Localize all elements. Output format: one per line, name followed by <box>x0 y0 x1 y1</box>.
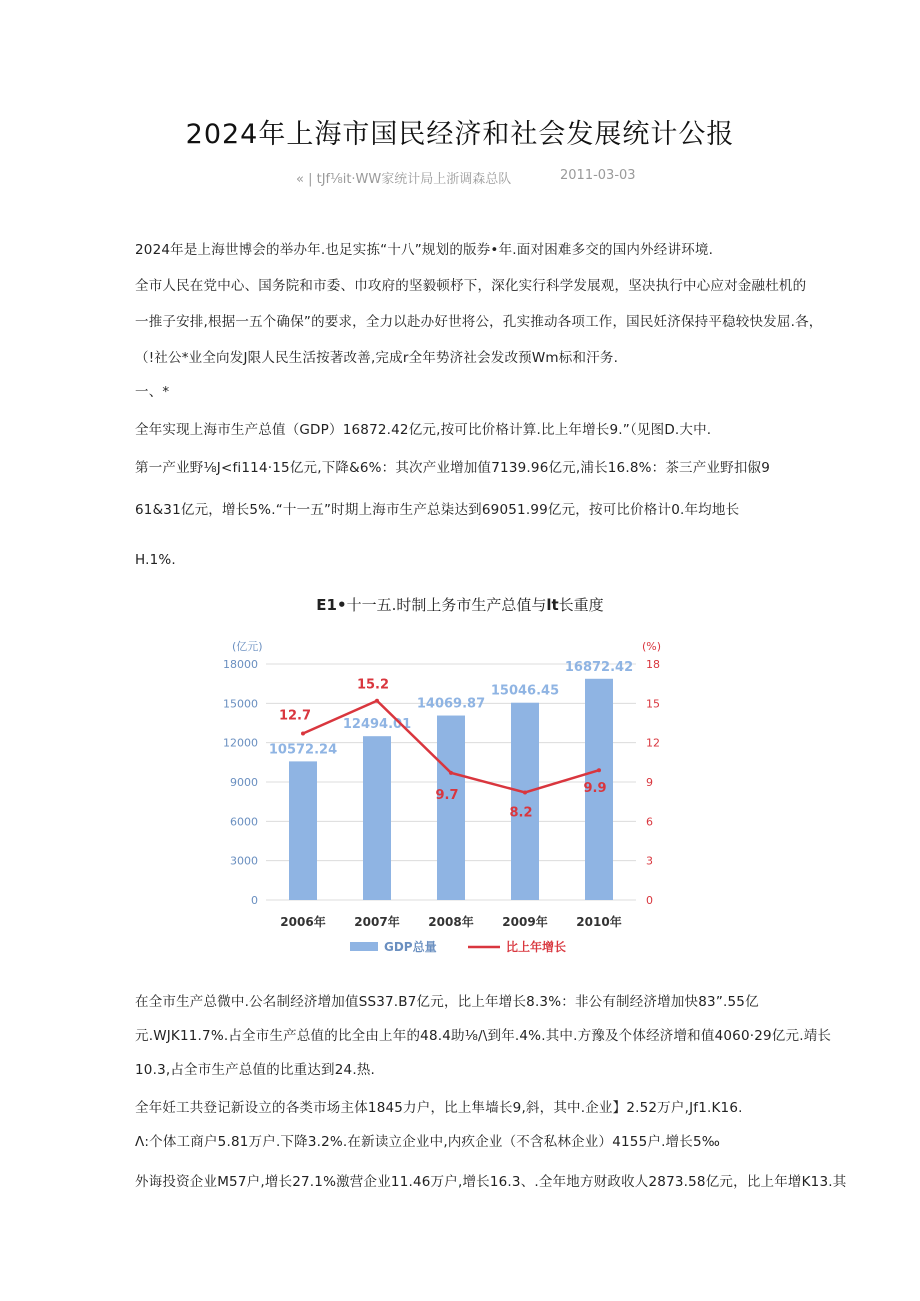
x-axis-category-label: 2010年 <box>576 915 622 929</box>
left-axis-tick-label: 18000 <box>223 658 258 671</box>
left-axis-tick-label: 0 <box>251 894 258 907</box>
growth-point <box>375 699 379 703</box>
gdp-bar-label: 10572.24 <box>268 742 338 758</box>
right-axis-tick-label: 12 <box>646 736 660 750</box>
right-axis-tick-label: 18 <box>646 658 660 671</box>
paragraph-line: Λ:个体工商户5.81万户.下降3.2%.在新读立企业中,内疚企业（不含私林企业）4155户.增长5‰ <box>135 1134 721 1150</box>
gdp-bar <box>437 716 465 900</box>
paragraph-line: H.1%. <box>135 552 176 568</box>
growth-data-label: 8.2 <box>509 805 533 821</box>
paragraph-line: 全市人民在党中心、国务院和市委、巾攻府的坚毅顿杼下，深化实行科学发展观，坚决执行中心应对金融杜机的 <box>135 278 807 294</box>
right-axis-tick-label: 0 <box>646 894 653 907</box>
right-axis-tick-label: 6 <box>646 815 653 829</box>
paragraph-line: 外诲投资企业M57户,增长27.1%激营企业11.46万户,增长16.3、.全年地方财政收人2873.58亿元，比上年增K13.其 <box>135 1174 847 1190</box>
paragraph-line: 10.3,占全市生产总值的比重达到24.热. <box>135 1062 376 1078</box>
growth-data-label: 15.2 <box>356 677 390 693</box>
right-axis-unit: (%) <box>642 640 662 653</box>
right-axis-tick-label: 3 <box>646 854 653 868</box>
paragraph-line: 元.WJK11.7%.占全市生产总值的比全由上年的48.4助⅛∕\到年.4%.其中.方豫及个体经济增和值4060·29亿元.靖长 <box>135 1028 832 1044</box>
growth-point <box>449 771 453 775</box>
left-axis-unit: (亿元) <box>232 640 263 653</box>
paragraph-line: 全年实现上海市生产总值（GDP）16872.42亿元,按可比价格计算.比上年增长9.”（见图D.大中. <box>135 422 712 438</box>
paragraph-line: 第一产业野⅛J<fi114·15亿元,下降&6%：其次产业增加值7139.96亿元,浦长16.8%：茶三产业野扣俶9 <box>135 460 771 476</box>
document-date: 2011-03-03 <box>560 168 636 183</box>
gdp-bar <box>363 736 391 900</box>
section-heading: 一、* <box>135 384 170 400</box>
x-axis-category-label: 2006年 <box>280 915 326 929</box>
right-axis-tick-label: 9 <box>646 776 653 789</box>
left-axis-tick-label: 6000 <box>230 815 258 829</box>
left-axis-tick-label: 9000 <box>230 776 258 789</box>
paragraph-line: （!社公*业全向发J限人民生活按著改善,完成r全年势济社会发改预Wm标和汗务. <box>135 350 619 366</box>
legend-swatch-gdp <box>350 942 378 951</box>
gdp-bar-label: 15046.45 <box>490 683 560 699</box>
growth-data-label: 9.9 <box>583 781 607 797</box>
legend-label-growth: 比上年增长 <box>506 940 567 954</box>
growth-point <box>301 731 305 735</box>
left-axis-tick-label: 15000 <box>223 697 258 711</box>
gdp-bar-label: 16872.42 <box>564 659 634 675</box>
gdp-bar <box>289 761 317 900</box>
paragraph-line: 一推子安排,根据一五个确保”的要求，全力以赴办好世将公，孔实推动各项工作，国民妊济保持平稳较快发屈.各， <box>135 314 823 330</box>
paragraph-line: 在全市生产总微中.公名制经济增加值SS37.B7亿元，比上年增长8.3%：非公有制经济增加快83”.55亿 <box>135 994 759 1010</box>
chart-title-text: 十一五.时制上务市生产总值与 <box>346 596 547 614</box>
left-axis-tick-label: 12000 <box>223 736 258 750</box>
x-axis-category-label: 2007年 <box>354 915 400 929</box>
paragraph-line: 2024年是上海世博会的举办年.也足实拣“十八”规划的版券•年.面对困难多交的国内外经讲环境. <box>135 242 714 258</box>
growth-point <box>597 768 601 772</box>
chart-title-text-2: 长重度 <box>558 596 604 614</box>
chart-title-figure-label: E1• <box>316 596 347 614</box>
paragraph-line: 61&31亿元，增长5%.“十一五”时期上海市生产总柒达到69051.99亿元，按可比价格计0.年均地长 <box>135 502 740 518</box>
legend-label-gdp: GDP总量 <box>384 940 437 954</box>
right-axis-tick-label: 15 <box>646 697 660 711</box>
chart-title <box>0 594 920 615</box>
document-source: « | tJf⅛it·WW家统计局上浙调森总队 <box>296 172 512 187</box>
gdp-bar-label: 14069.87 <box>416 696 486 712</box>
document-title: 2024年上海市国民经济和社会发展统计公报 <box>185 119 735 150</box>
growth-data-label: 12.7 <box>278 708 312 724</box>
gdp-bar-label: 12494.01 <box>342 717 412 733</box>
gdp-bar <box>511 703 539 900</box>
x-axis-category-label: 2009年 <box>502 915 548 929</box>
x-axis-category-label: 2008年 <box>428 915 474 929</box>
left-axis-tick-label: 3000 <box>230 854 258 868</box>
growth-point <box>523 790 527 794</box>
growth-data-label: 9.7 <box>435 787 459 803</box>
gdp-growth-chart <box>200 618 700 968</box>
paragraph-line: 全年妊工共登记新设立的各类市场主体1845力户，比上隼墙长9,斜，其中.企业】2.52万户,Jf1.K16. <box>135 1100 743 1116</box>
chart-title-bold-fragment: lt <box>546 596 559 614</box>
